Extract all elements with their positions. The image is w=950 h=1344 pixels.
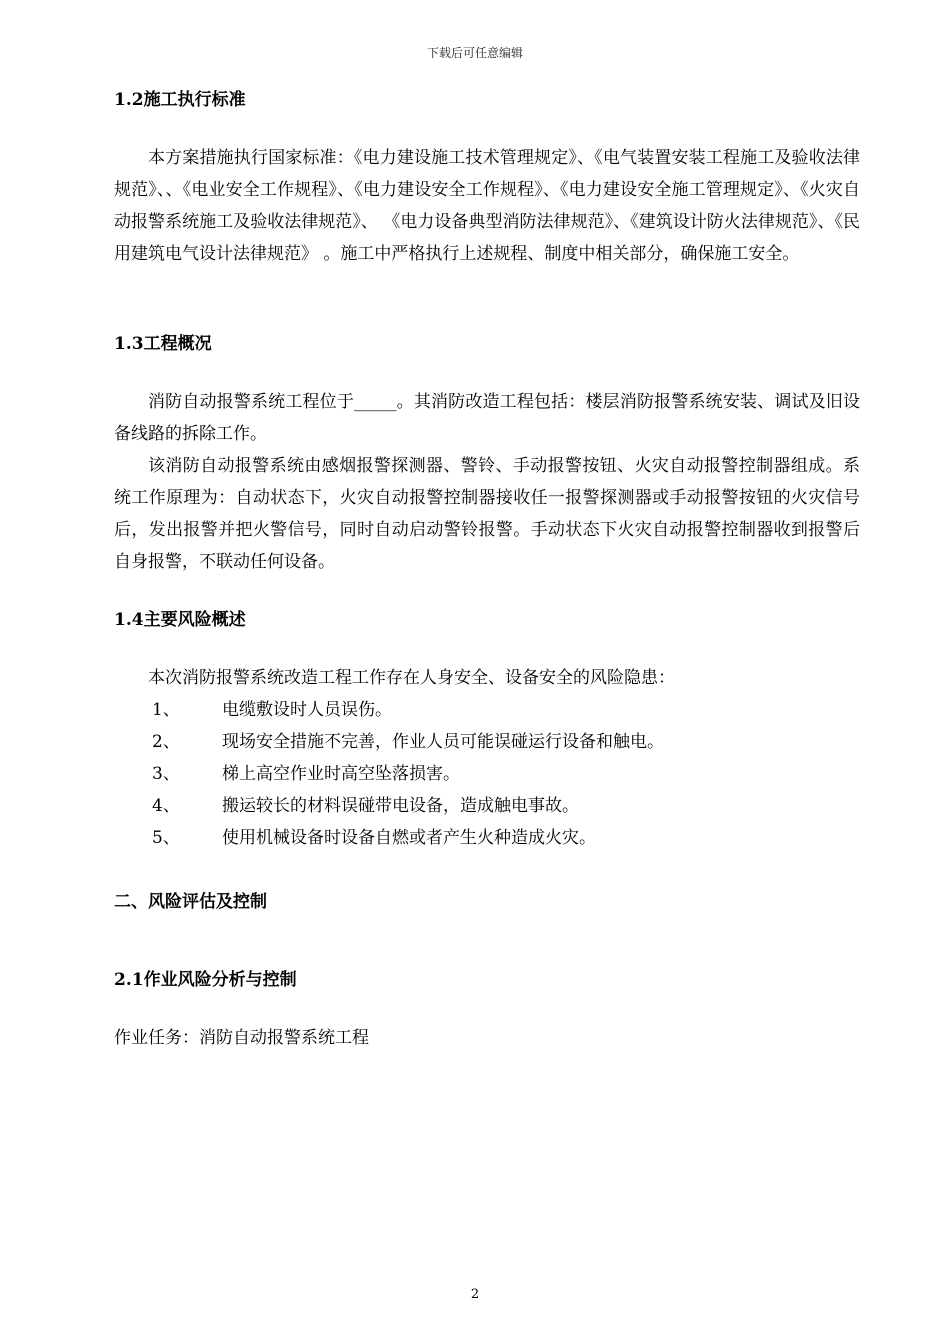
section-1-2-body <box>114 142 860 270</box>
list-item <box>114 790 860 822</box>
list-text: 梯上高空作业时高空坠落损害。 <box>222 764 460 784</box>
section-2-1 <box>114 968 860 992</box>
section-heading: 1.2施工执行标准 <box>114 90 246 110</box>
paragraph: 本次消防报警系统改造工程工作存在人身安全、设备安全的风险隐患： <box>148 668 675 688</box>
list-text: 电缆敷设时人员误伤。 <box>222 700 392 720</box>
list-number: 3、 <box>152 764 180 784</box>
section-1-3 <box>114 332 860 356</box>
list-item <box>114 726 860 758</box>
section-heading: 二、风险评估及控制 <box>114 892 267 912</box>
task-line: 作业任务：消防自动报警系统工程 <box>114 1028 369 1048</box>
list-number: 1、 <box>152 700 180 720</box>
list-text: 使用机械设备时设备自燃或者产生火种造成火灾。 <box>222 828 596 848</box>
section-1-2 <box>114 88 860 112</box>
section-2 <box>114 890 860 914</box>
list-item <box>114 758 860 790</box>
section-heading: 1.3工程概况 <box>114 334 212 354</box>
list-number: 4、 <box>152 796 180 816</box>
section-1-3-body <box>114 386 860 578</box>
list-item <box>114 822 860 854</box>
list-text: 搬运较长的材料误碰带电设备，造成触电事故。 <box>222 796 579 816</box>
section-heading: 2.1作业风险分析与控制 <box>114 970 297 990</box>
list-number: 2、 <box>152 732 180 752</box>
section-1-4 <box>114 608 860 632</box>
paragraph: 本方案措施执行国家标准：《电力建设施工技术管理规定》、《电气装置安装工程施工及验收法律规范》、、《电业安全工作规程》、《电力建设安全工作规程》、《电力建设安全施工管理规定》、《火灾自动报警系统施工及验收法律规范》、 《电力设备典型消防法律规范》、《建筑设计防火法律规范》、《民用建筑电气设计法律规范》 。施工中严格执行上述规程、制度中相关部分，确保施工安全。 <box>114 148 860 264</box>
section-2-1-body <box>114 1022 860 1054</box>
list-item <box>114 694 860 726</box>
section-heading: 1.4主要风险概述 <box>114 610 246 630</box>
page-number: 2 <box>470 1287 480 1302</box>
page-header: 下载后可任意编辑 <box>426 46 523 60</box>
list-number: 5、 <box>152 828 180 848</box>
paragraph: 该消防自动报警系统由感烟报警探测器、警铃、手动报警按钮、火灾自动报警控制器组成。系统工作原理为：自动状态下，火灾自动报警控制器接收任一报警探测器或手动报警按钮的火灾信号后，发出报警并把火警信号，同时自动启动警铃报警。手动状态下火灾自动报警控制器收到报警后自身报警，不联动任何设备。 <box>114 456 860 572</box>
paragraph: 消防自动报警系统工程位于_____。其消防改造工程包括：楼层消防报警系统安装、调试及旧设备线路的拆除工作。 <box>114 392 860 444</box>
list-text: 现场安全措施不完善，作业人员可能误碰运行设备和触电。 <box>222 732 664 752</box>
section-1-4-body <box>114 662 860 854</box>
